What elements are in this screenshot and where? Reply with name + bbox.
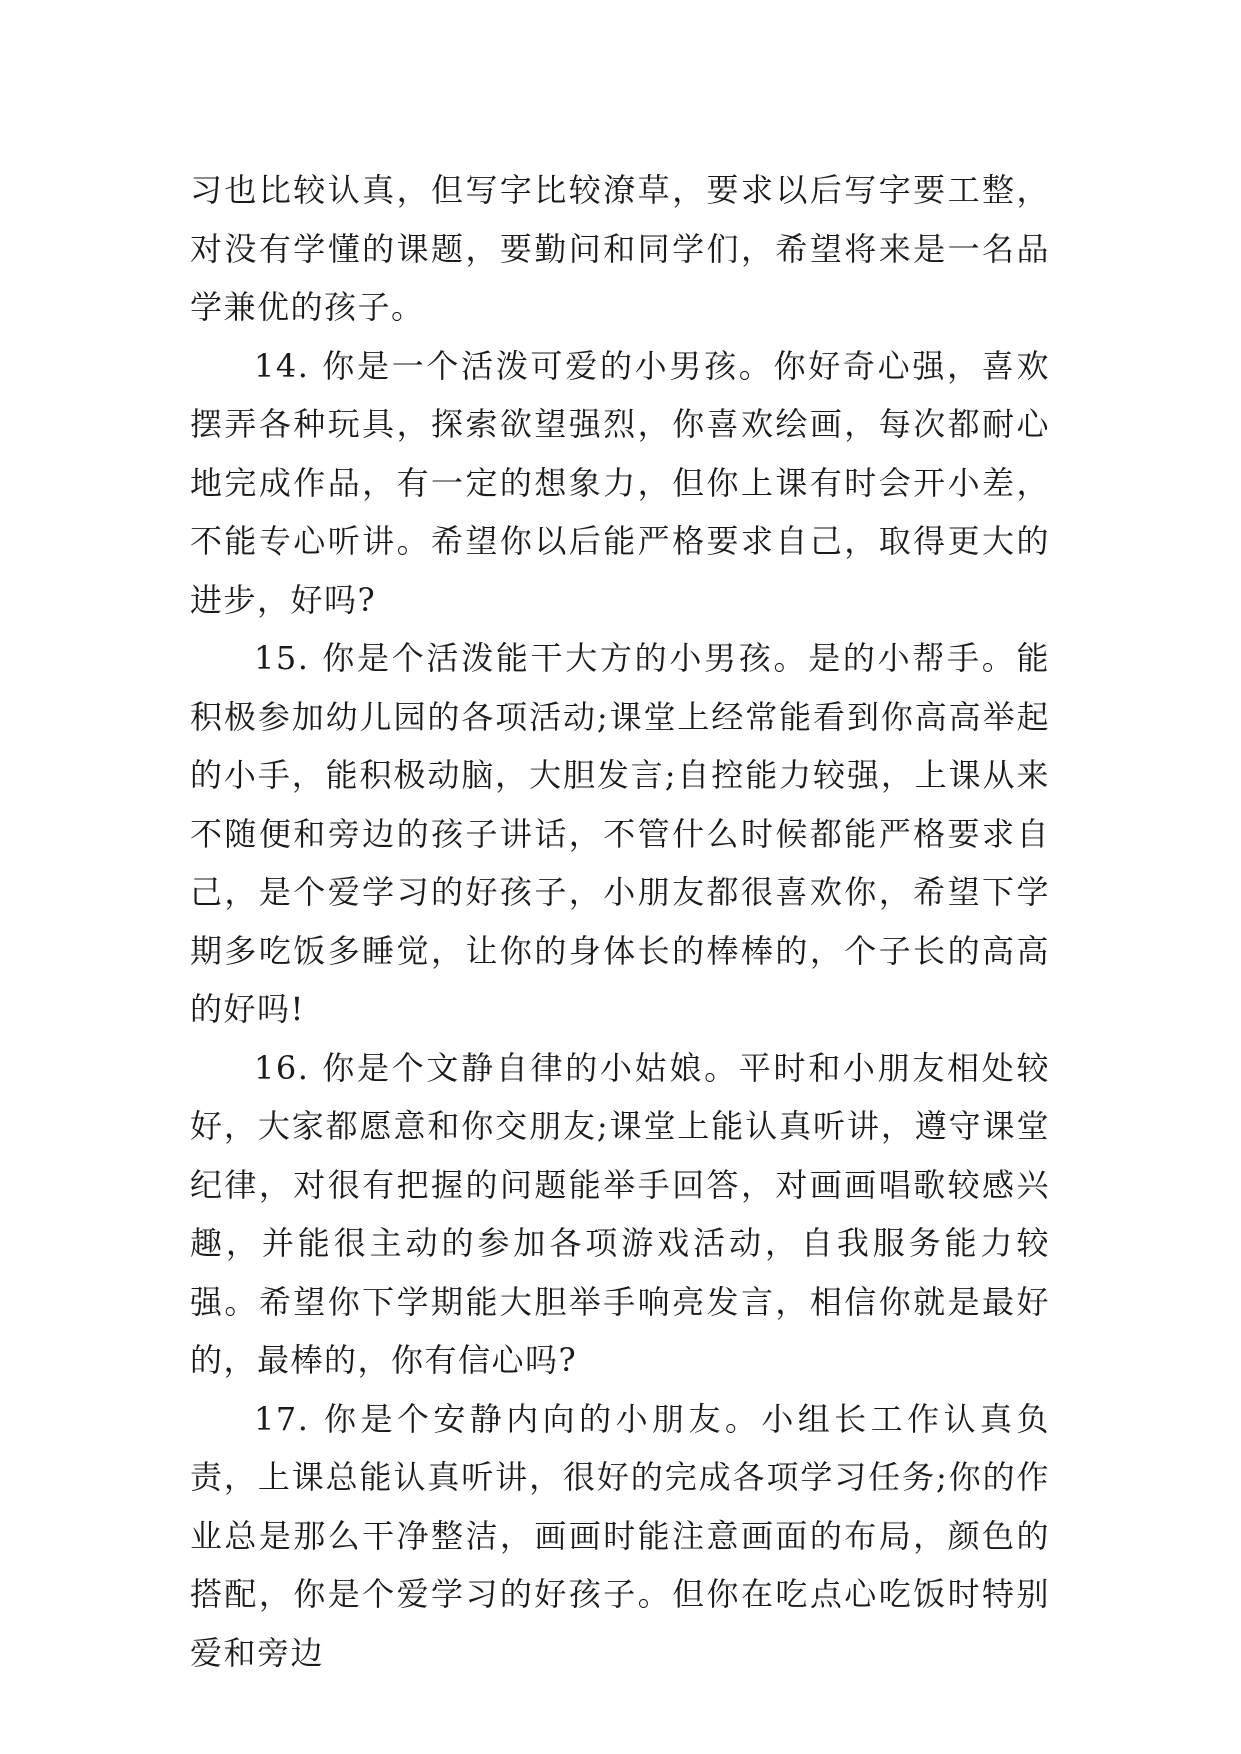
- paragraph-comment-16: 16. 你是个文静自律的小姑娘。平时和小朋友相处较好，大家都愿意和你交朋友;课堂上能认真听讲，遵守课堂纪律，对很有把握的问题能举手回答，对画画唱歌较感兴趣，并能很主动的参加各项游戏活动，自我服务能力较强。希望你下学期能大胆举手响亮发言，相信你就是最好的，最棒的，你有信心吗?: [190, 1048, 1050, 1379]
- document-body: [190, 161, 1050, 1682]
- paragraph-comment-17: 17. 你是个安静内向的小朋友。小组长工作认真负责，上课总能认真听讲，很好的完成各项学习任务;你的作业总是那么干净整洁，画画时能注意画面的布局，颜色的搭配，你是个爱学习的好孩子。但你在吃点心吃饭时特别爱和旁边: [190, 1399, 1050, 1672]
- paragraph-comment-15: 15. 你是个活泼能干大方的小男孩。是的小帮手。能积极参加幼儿园的各项活动;课堂上经常能看到你高高举起的小手，能积极动脑，大胆发言;自控能力较强，上课从来不随便和旁边的孩子讲话，不管什么时候都能严格要求自己，是个爱学习的好孩子，小朋友都很喜欢你，希望下学期多吃饭多睡觉，让你的身体长的棒棒的，个子长的高高的好吗!: [190, 639, 1050, 1028]
- paragraph-comment-14: 14. 你是一个活泼可爱的小男孩。你好奇心强，喜欢摆弄各种玩具，探索欲望强烈，你喜欢绘画，每次都耐心地完成作品，有一定的想象力，但你上课有时会开小差，不能专心听讲。希望你以后能严格要求自己，取得更大的进步，好吗?: [190, 346, 1050, 619]
- paragraph-continuation: 习也比较认真，但写字比较潦草，要求以后写字要工整，对没有学懂的课题，要勤问和同学们，希望将来是一名品学兼优的孩子。: [190, 171, 1050, 326]
